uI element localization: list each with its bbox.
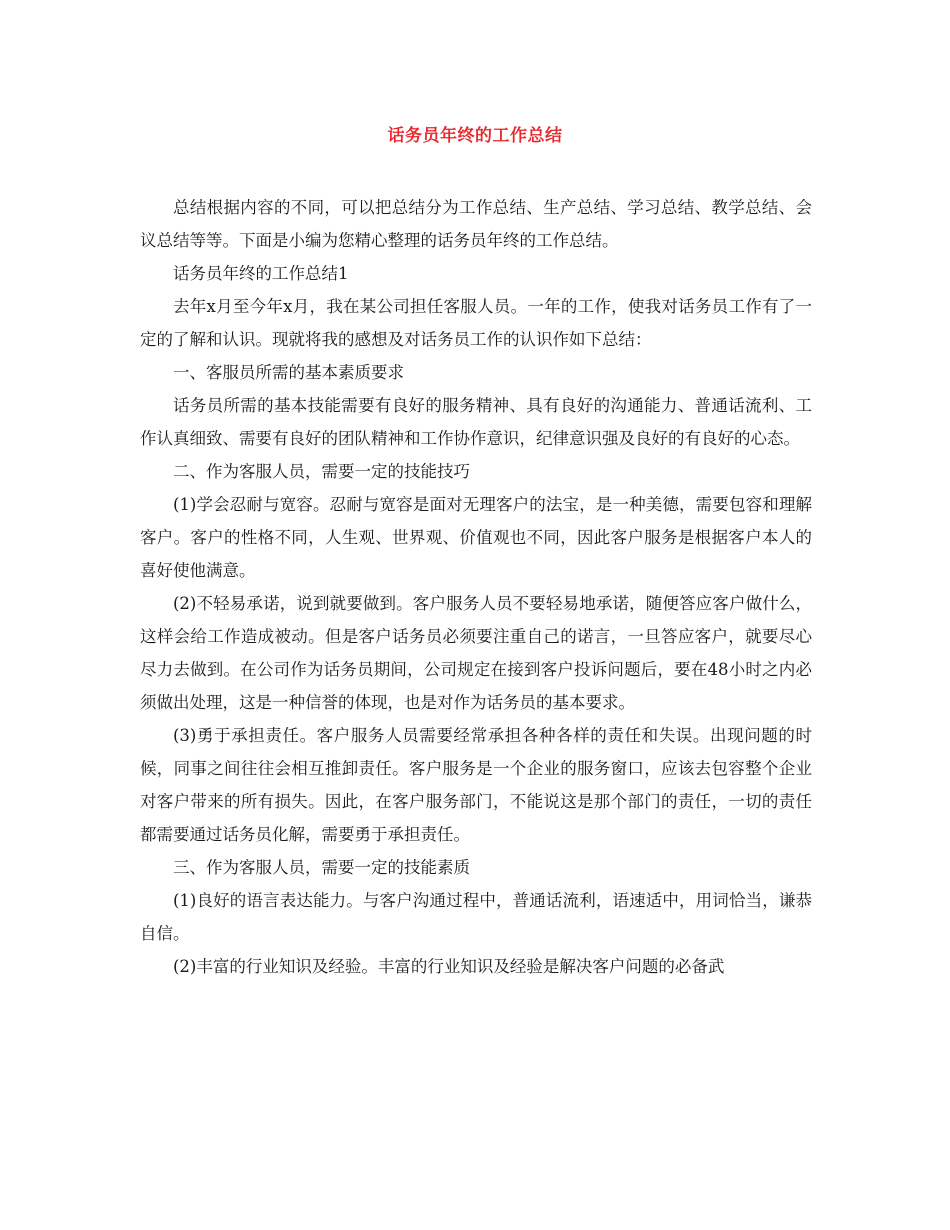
paragraph: (1)学会忍耐与宽容。忍耐与宽容是面对无理客户的法宝，是一种美德，需要包容和理解客户。客户的性格不同，人生观、世界观、价值观也不同，因此客户服务是根据客户本人的喜好使他满意。 bbox=[140, 495, 812, 580]
paragraph: 话务员所需的基本技能需要有良好的服务精神、具有良好的沟通能力、普通话流利、工作认真细致、需要有良好的团队精神和工作协作意识，纪律意识强及良好的有良好的心态。 bbox=[140, 396, 812, 448]
paragraph: (2)不轻易承诺，说到就要做到。客户服务人员不要轻易地承诺，随便答应客户做什么，这样会给工作造成被动。但是客户话务员必须要注重自己的诺言，一旦答应客户，就要尽心尽力去做到。在公司作为话务员期间，公司规定在接到客户投诉问题后，要在48小时之内必须做出处理，这是一种信誉的体现，也是对作为话务员的基本要求。 bbox=[140, 594, 812, 712]
paragraph-subheading: 一、客服员所需的基本素质要求 bbox=[173, 363, 404, 382]
document-body bbox=[140, 191, 812, 983]
document-title: 话务员年终的工作总结 bbox=[387, 126, 563, 146]
paragraph-subheading: 二、作为客服人员，需要一定的技能技巧 bbox=[173, 462, 470, 481]
paragraph: 去年x月至今年x月，我在某公司担任客服人员。一年的工作，使我对话务员工作有了一定的了解和认识。现就将我的感想及对话务员工作的认识作如下总结： bbox=[140, 297, 812, 349]
paragraph-section-heading: 话务员年终的工作总结1 bbox=[173, 264, 349, 283]
paragraph-subheading: 三、作为客服人员，需要一定的技能素质 bbox=[173, 858, 470, 877]
paragraph: (1)良好的语言表达能力。与客户沟通过程中，普通话流利，语速适中，用词恰当，谦恭自信。 bbox=[140, 891, 812, 943]
paragraph-intro: 总结根据内容的不同，可以把总结分为工作总结、生产总结、学习总结、教学总结、会议总结等等。下面是小编为您精心整理的话务员年终的工作总结。 bbox=[140, 198, 812, 250]
paragraph: (3)勇于承担责任。客户服务人员需要经常承担各种各样的责任和失误。出现问题的时候，同事之间往往会相互推卸责任。客户服务是一个企业的服务窗口，应该去包容整个企业对客户带来的所有损失。因此，在客户服务部门，不能说这是那个部门的责任，一切的责任都需要通过话务员化解，需要勇于承担责任。 bbox=[140, 726, 812, 844]
paragraph: (2)丰富的行业知识及经验。丰富的行业知识及经验是解决客户问题的必备武 bbox=[173, 957, 725, 976]
